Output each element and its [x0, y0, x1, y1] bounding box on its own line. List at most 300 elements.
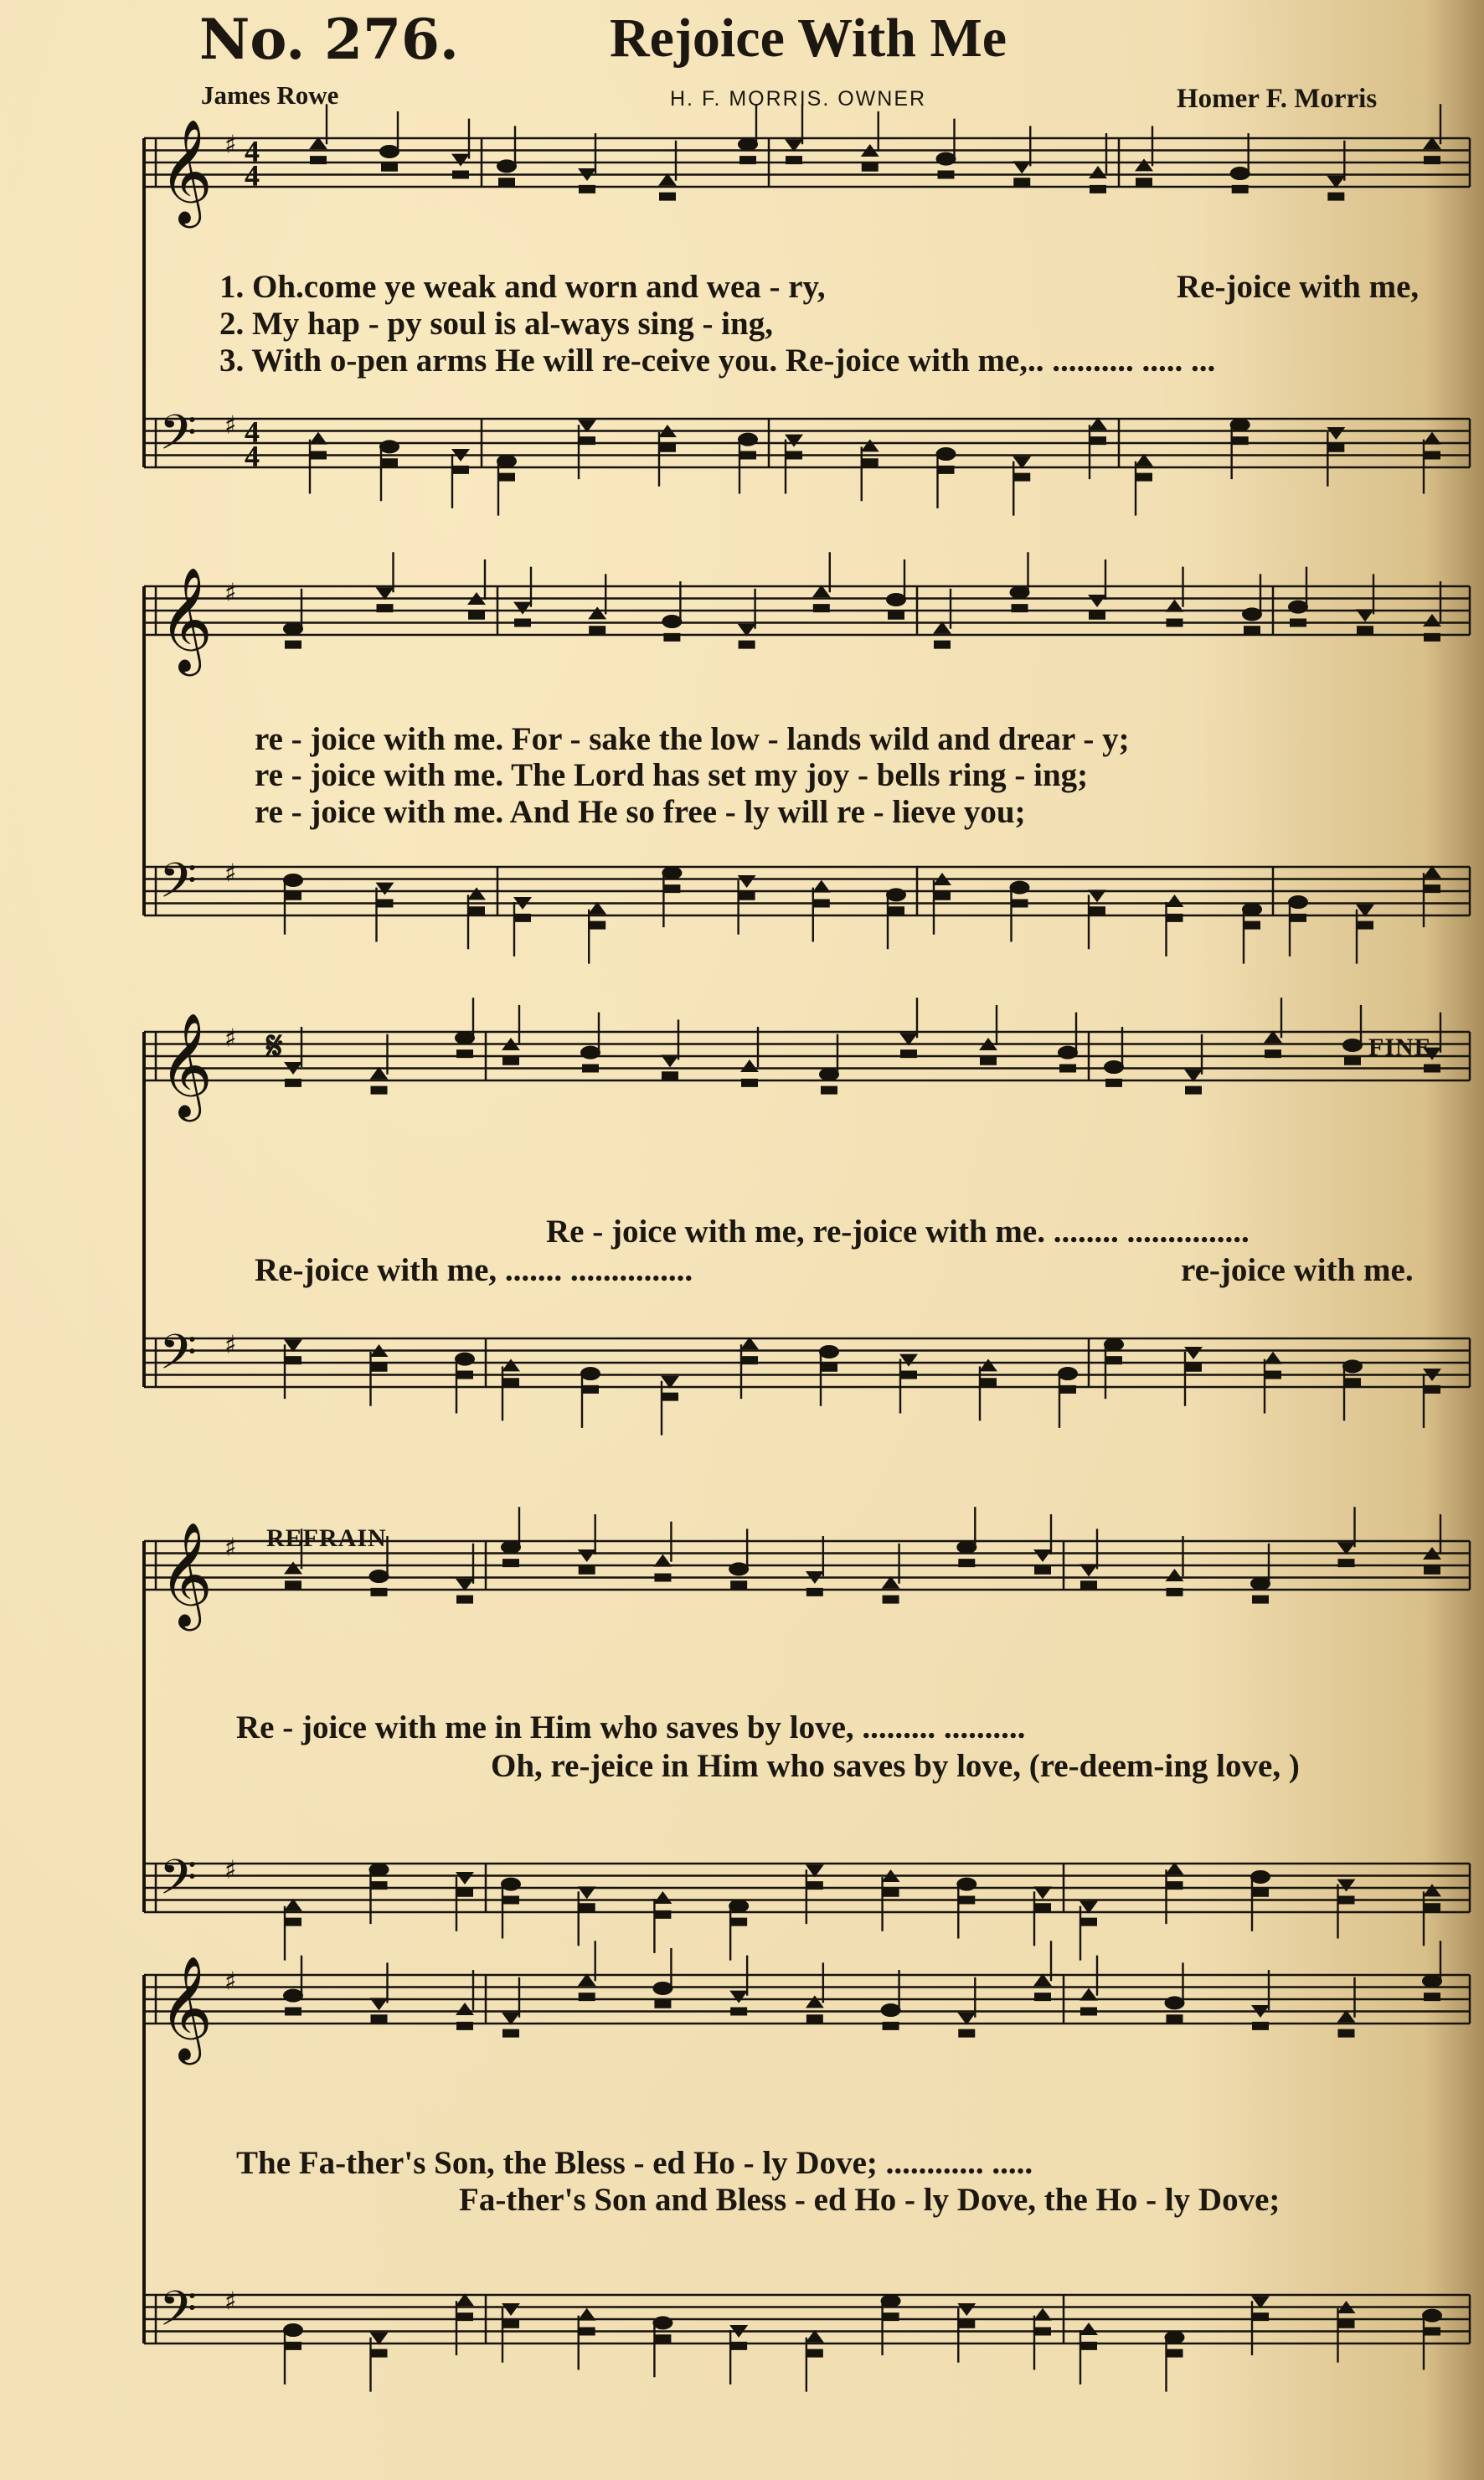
note-head: [812, 880, 831, 893]
note-head: [1167, 2014, 1183, 2023]
note-head: [1080, 2342, 1097, 2350]
note-head: [468, 611, 485, 620]
fine-mark: FINE: [1368, 1034, 1432, 1061]
note-head: [309, 432, 327, 445]
note-head: [739, 641, 755, 649]
note-head: [958, 1559, 975, 1567]
note-head: [579, 1993, 595, 2001]
note-head: [1167, 1881, 1183, 1890]
note-head: [883, 2022, 899, 2030]
time-signature: 4: [245, 415, 260, 449]
note-head: [862, 458, 879, 467]
note-head: [502, 2303, 520, 2316]
note-head: [1356, 609, 1374, 621]
note-head: [501, 1878, 521, 1891]
note-head: [738, 137, 758, 151]
note-head: [455, 1031, 475, 1044]
time-signature: 4: [245, 158, 260, 193]
note-head: [1090, 436, 1106, 445]
key-signature-sharp-icon: ♯: [224, 578, 237, 608]
note-head: [582, 1065, 599, 1073]
note-head: [662, 1393, 678, 1401]
note-head: [578, 1549, 596, 1562]
note-head: [813, 604, 830, 612]
note-head: [1080, 2008, 1097, 2016]
hymn-number: No. 276.: [199, 7, 459, 72]
note-head: [861, 439, 879, 451]
note-head: [654, 2334, 671, 2343]
note-head: [1290, 619, 1306, 627]
note-head: [379, 440, 399, 453]
note-head: [1338, 2320, 1355, 2328]
note-head: [451, 154, 470, 167]
note-head: [821, 1086, 837, 1095]
note-head: [1034, 2328, 1051, 2336]
note-head: [862, 163, 879, 172]
note-head: [899, 1354, 918, 1367]
note-head: [1357, 626, 1373, 634]
lyric-s5-line-2: Fa-ther's Son and Bless - ed Ho - ly Dove, the Ho - ly Dove;: [459, 2182, 1280, 2218]
note-head: [1167, 2349, 1183, 2358]
note-head: [283, 622, 303, 636]
note-head: [1344, 1378, 1361, 1386]
key-signature-sharp-icon: ♯: [224, 1330, 237, 1360]
note-head: [1080, 1988, 1098, 2001]
note-head: [1424, 633, 1440, 642]
note-head: [738, 433, 758, 446]
note-head: [730, 2008, 747, 2016]
note-head: [1337, 1879, 1356, 1892]
note-head: [1327, 444, 1344, 452]
note-head: [659, 444, 676, 452]
note-head: [1288, 601, 1308, 614]
note-head: [1327, 427, 1345, 440]
note-head: [663, 633, 680, 642]
note-head: [1242, 607, 1262, 621]
bass-clef-icon: 𝄢: [159, 404, 198, 473]
segno-sign: 𝄋: [266, 1024, 284, 1067]
note-head: [1342, 1039, 1363, 1052]
note-head: [1165, 2331, 1185, 2344]
note-head: [369, 1863, 389, 1876]
note-head: [1012, 900, 1028, 908]
note-head: [371, 1588, 388, 1596]
lyric-s2-verse-3: re - joice with me. And He so free - ly will re - lieve you;: [255, 794, 1026, 830]
note-head: [1166, 600, 1184, 612]
note-head: [467, 887, 486, 900]
lyric-s4-line-2: Oh, re-jeice in Him who saves by love, (re-deem-ing love, ): [491, 1748, 1300, 1784]
note-head: [1424, 156, 1440, 164]
note-head: [1424, 1566, 1440, 1575]
note-head: [580, 1367, 600, 1380]
note-head: [1034, 1566, 1051, 1575]
note-head: [1422, 1974, 1442, 1988]
note-head: [1089, 611, 1105, 620]
note-head: [377, 900, 394, 908]
key-signature-sharp-icon: ♯: [224, 410, 237, 441]
note-head: [285, 2008, 301, 2016]
note-head: [813, 900, 830, 908]
note-head: [455, 1353, 475, 1366]
note-head: [652, 1982, 672, 1995]
note-head: [956, 1878, 976, 1891]
note-head: [285, 1356, 301, 1364]
note-head: [1167, 619, 1183, 627]
note-head: [381, 163, 398, 172]
note-head: [806, 2349, 823, 2358]
note-head: [900, 1049, 917, 1058]
key-signature-sharp-icon: ♯: [224, 1023, 237, 1054]
note-head: [456, 1049, 473, 1058]
note-head: [1058, 1367, 1078, 1380]
note-head: [739, 156, 756, 164]
note-head: [1165, 1996, 1185, 2009]
key-signature-sharp-icon: ♯: [224, 858, 237, 889]
note-head: [741, 1356, 758, 1364]
note-head: [738, 875, 756, 888]
note-head: [502, 1896, 519, 1905]
note-head: [739, 451, 756, 460]
note-head: [1010, 881, 1030, 895]
note-head: [1136, 473, 1152, 482]
note-head: [285, 1918, 301, 1926]
note-head: [1080, 1564, 1098, 1576]
note-head: [806, 1588, 823, 1596]
note-head: [456, 1596, 473, 1604]
note-head: [379, 145, 399, 158]
note-head: [938, 171, 955, 179]
note-head: [452, 171, 469, 179]
note-head: [578, 2308, 596, 2321]
note-head: [1424, 1903, 1440, 1911]
lyric-verse-1: 1. Oh.come ye weak and worn and wea - ry,: [219, 269, 826, 305]
lyric-s5-line-1: The Fa-ther's Son, the Bless - ed Ho - ly Dove; ............ .....: [236, 2145, 1033, 2181]
lyric-s3-line-2: Re-joice with me, ....... ...............: [255, 1252, 693, 1288]
note-head: [729, 1562, 749, 1575]
note-head: [1059, 1385, 1076, 1394]
note-head: [1252, 2312, 1269, 2321]
note-head: [979, 1359, 997, 1371]
treble-clef-icon: 𝄞: [159, 567, 213, 672]
note-head: [513, 602, 532, 615]
bass-clef-icon: 𝄢: [159, 1848, 198, 1918]
note-head: [1185, 1364, 1202, 1372]
note-head: [498, 473, 515, 482]
note-head: [1250, 1577, 1270, 1591]
note-head: [589, 626, 605, 634]
time-signature: 4: [245, 439, 260, 473]
note-head: [1135, 158, 1153, 171]
note-head: [729, 1900, 749, 1913]
note-head: [729, 1991, 748, 2003]
note-head: [1424, 1993, 1440, 2001]
note-head: [1089, 166, 1107, 178]
note-head: [1136, 178, 1152, 186]
note-head: [1167, 1588, 1183, 1596]
note-head: [285, 892, 301, 900]
key-signature-sharp-icon: ♯: [224, 1533, 237, 1563]
note-head: [1244, 626, 1260, 634]
note-head: [1013, 178, 1030, 186]
treble-clef-icon: 𝄞: [159, 119, 213, 224]
note-head: [310, 451, 327, 460]
note-head: [376, 883, 394, 895]
note-head: [1423, 1884, 1441, 1896]
note-head: [1013, 161, 1031, 173]
note-head: [1232, 436, 1249, 445]
key-signature-sharp-icon: ♯: [224, 1855, 237, 1885]
note-head: [1423, 432, 1441, 445]
note-head: [662, 1071, 678, 1080]
note-head: [958, 1896, 975, 1905]
note-head: [1338, 2029, 1355, 2038]
note-head: [1265, 1049, 1281, 1058]
note-head: [936, 447, 956, 461]
note-head: [980, 1378, 997, 1386]
note-head: [1167, 914, 1183, 922]
note-head: [370, 1998, 389, 2010]
note-head: [1058, 1046, 1078, 1060]
note-head: [502, 1057, 519, 1065]
note-head: [497, 159, 517, 173]
note-head: [806, 1881, 823, 1890]
note-head: [654, 1910, 671, 1919]
note-head: [1080, 1918, 1097, 1926]
note-head: [1080, 1580, 1097, 1589]
note-head: [502, 1378, 519, 1386]
note-head: [1185, 1086, 1202, 1095]
note-head: [1105, 1356, 1122, 1364]
note-head: [663, 884, 680, 893]
note-head: [1357, 921, 1373, 930]
note-head: [1232, 185, 1249, 193]
note-head: [579, 2328, 595, 2336]
lyric-verse-2: 2. My hap - py soul is al-ways sing - ing,: [219, 306, 773, 342]
note-head: [1010, 585, 1030, 599]
note-head: [1424, 1065, 1440, 1073]
bass-clef-icon: 𝄢: [159, 852, 198, 921]
note-head: [938, 466, 955, 474]
note-head: [579, 436, 595, 445]
lyric-verse-3: 3. With o-pen arms He will re-ceive you. Re-joice with me,.. .......... ..... ...: [219, 343, 1216, 379]
note-head: [285, 641, 301, 649]
lyric-s2-verse-1: re - joice with me. For - sake the low - lands wild and drear - y;: [255, 721, 1130, 757]
note-head: [589, 921, 605, 930]
note-head: [1338, 1559, 1355, 1567]
note-head: [285, 1580, 301, 1589]
note-head: [371, 1364, 388, 1372]
note-head: [283, 1989, 303, 2003]
note-head: [1342, 1359, 1363, 1373]
note-head: [881, 2003, 901, 2017]
note-head: [498, 178, 515, 186]
lyric-s3-line-1: Re - joice with me, re-joice with me. ........ ...............: [546, 1214, 1250, 1250]
note-head: [819, 1345, 839, 1359]
note-head: [1033, 2308, 1052, 2321]
note-head: [468, 906, 485, 915]
key-signature-sharp-icon: ♯: [224, 2287, 237, 2317]
note-head: [1230, 167, 1250, 180]
note-head: [1080, 2323, 1098, 2335]
note-head: [1033, 1886, 1052, 1899]
note-head: [886, 888, 906, 901]
note-head: [514, 914, 531, 922]
note-head: [661, 1054, 679, 1067]
note-head: [1327, 193, 1344, 201]
note-head: [514, 619, 531, 627]
note-head: [956, 1540, 976, 1554]
bass-clef-icon: 𝄢: [159, 1323, 198, 1393]
note-head: [1338, 1896, 1355, 1905]
note-head: [456, 2022, 473, 2030]
composer: Homer F. Morris: [1177, 84, 1378, 114]
note-head: [1424, 1385, 1440, 1394]
note-head: [730, 2342, 747, 2350]
note-head: [285, 2342, 301, 2350]
note-head: [1104, 1338, 1124, 1351]
key-signature-sharp-icon: ♯: [224, 1967, 237, 1997]
note-head: [934, 641, 951, 649]
note-head: [1088, 595, 1106, 607]
note-head: [310, 156, 327, 164]
treble-clef-icon: 𝄞: [159, 1956, 213, 2060]
lyric-s2-verse-2: re - joice with me. The Lord has set my joy - bells ring - ing;: [255, 757, 1089, 793]
note-head: [284, 1561, 302, 1574]
note-head: [580, 1046, 600, 1060]
note-head: [786, 451, 802, 460]
note-head: [652, 2316, 672, 2329]
lyricist: James Rowe: [201, 80, 339, 110]
note-head: [1088, 889, 1106, 902]
note-head: [936, 152, 956, 166]
note-head: [980, 1057, 997, 1065]
note-head: [1288, 895, 1308, 909]
refrain-mark: REFRAIN: [266, 1524, 387, 1552]
note-head: [654, 1574, 671, 1582]
note-head: [582, 1385, 599, 1394]
note-head: [958, 2029, 975, 2038]
note-head: [821, 1364, 837, 1372]
note-head: [1166, 1569, 1184, 1581]
note-head: [285, 1079, 301, 1087]
note-head: [883, 1889, 899, 1897]
note-head: [579, 1903, 595, 1911]
bass-clef-icon: 𝄢: [159, 2280, 198, 2349]
note-head: [662, 615, 682, 628]
note-head: [881, 2294, 901, 2307]
note-head: [1033, 1549, 1052, 1562]
note-head: [741, 1079, 758, 1087]
note-head: [1090, 185, 1106, 193]
note-head: [1252, 1596, 1269, 1604]
note-head: [934, 892, 951, 900]
note-head: [1244, 921, 1260, 930]
note-head: [502, 2029, 519, 2038]
note-head: [1250, 1870, 1270, 1884]
note-head: [740, 1060, 759, 1072]
note-head: [578, 1886, 596, 1899]
note-head: [579, 1566, 595, 1575]
note-head: [957, 2303, 976, 2316]
note-head: [1265, 1371, 1281, 1379]
note-head: [1264, 1352, 1282, 1364]
note-head: [456, 2003, 474, 2015]
note-head: [371, 2014, 388, 2023]
note-head: [739, 892, 755, 900]
note-head: [456, 1872, 474, 1884]
note-head: [1166, 895, 1184, 907]
note-head: [888, 611, 904, 620]
note-head: [371, 2349, 388, 2358]
note-head: [1230, 418, 1250, 431]
note-head: [1012, 604, 1028, 612]
note-head: [377, 604, 394, 612]
note-head: [654, 2000, 671, 2008]
note-head: [1184, 1347, 1203, 1359]
note-head: [886, 593, 906, 606]
note-head: [1242, 903, 1262, 916]
note-head: [1344, 1057, 1361, 1065]
note-head: [456, 1889, 473, 1897]
note-head: [502, 1559, 519, 1567]
note-head: [283, 874, 303, 887]
key-signature-sharp-icon: ♯: [224, 130, 237, 160]
note-head: [1422, 2309, 1442, 2323]
note-head: [653, 1555, 672, 1567]
note-head: [883, 2312, 899, 2321]
note-head: [369, 1570, 389, 1583]
note-head: [1424, 2328, 1440, 2336]
note-head: [452, 466, 469, 474]
note-head: [730, 1918, 747, 1926]
note-head: [1424, 451, 1440, 460]
note-head: [1290, 914, 1306, 922]
treble-clef-icon: 𝄞: [159, 1522, 213, 1627]
note-head: [502, 1359, 520, 1371]
note-head: [958, 2320, 975, 2328]
note-head: [497, 455, 517, 468]
hymn-title: Rejoice With Me: [610, 8, 1007, 69]
note-head: [371, 1881, 388, 1890]
copyright-owner: H. F. MORRIS. OWNER: [670, 87, 927, 111]
lyric-s4-line-1: Re - joice with me in Him who saves by love, ......... ..........: [236, 1709, 1026, 1745]
note-head: [502, 2320, 519, 2328]
note-head: [1034, 1993, 1051, 2001]
note-head: [888, 906, 904, 915]
note-head: [662, 866, 682, 879]
note-head: [381, 458, 398, 467]
note-head: [283, 2323, 303, 2337]
note-head: [1424, 884, 1440, 893]
note-head: [659, 193, 676, 201]
note-head: [1013, 473, 1030, 482]
lyric-s3-line-2-end: re-joice with me.: [1181, 1252, 1414, 1288]
note-head: [653, 1891, 672, 1904]
note-head: [1034, 1903, 1051, 1911]
lyric-verse-1-end: Re-joice with me,: [1177, 269, 1420, 305]
note-head: [1105, 1079, 1122, 1087]
note-head: [1104, 1060, 1124, 1074]
time-signature: 4: [245, 134, 260, 168]
note-head: [588, 606, 606, 619]
note-head: [806, 2014, 823, 2023]
note-head: [371, 1086, 388, 1095]
note-head: [785, 435, 803, 447]
note-head: [1423, 614, 1441, 626]
note-head: [579, 185, 595, 193]
note-head: [883, 1596, 899, 1604]
treble-clef-icon: 𝄞: [159, 1013, 213, 1117]
